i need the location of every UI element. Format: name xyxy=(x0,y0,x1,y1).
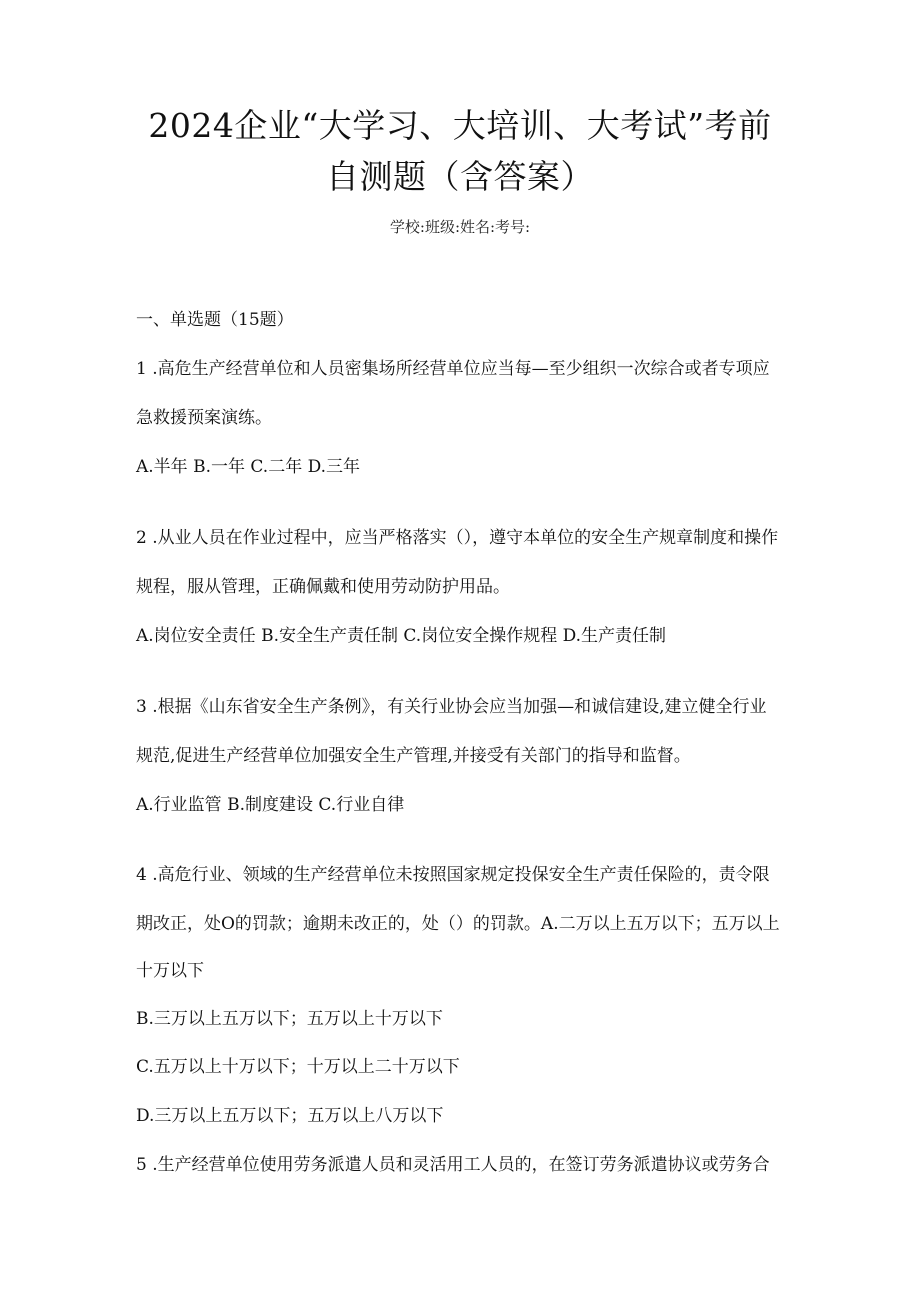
question-3-text-line-1: 3 .根据《山东省安全生产条例》，有关行业协会应当加强—和诚信建设,建立健全行业 xyxy=(136,697,767,717)
student-info-line: 学校:班级:姓名:考号: xyxy=(389,218,531,236)
question-3-options: A.行业监管 B.制度建设 C.行业自律 xyxy=(136,795,405,815)
document-title-line-1: 2024企业“大学习、大培训、大考试”考前 xyxy=(148,106,772,145)
question-4-option-c: C.五万以上十万以下；十万以上二十万以下 xyxy=(136,1057,460,1077)
document-title-line-2: 自测题（含答案） xyxy=(326,157,594,196)
question-4-text-line-2: 期改正，处O的罚款；逾期未改正的，处（）的罚款。A.二万以上五万以下；五万以上 xyxy=(136,914,780,934)
question-5-text-line-1: 5 .生产经营单位使用劳务派遣人员和灵活用工人员的，在签订劳务派遣协议或劳务合 xyxy=(136,1155,770,1175)
question-4-text-line-1: 4 .高危行业、领域的生产经营单位未按照国家规定投保安全生产责任保险的，责令限 xyxy=(136,865,770,885)
question-2-text-line-1: 2 .从业人员在作业过程中，应当严格落实（），遵守本单位的安全生产规章制度和操作 xyxy=(136,528,779,548)
question-4-text-line-3: 十万以下 xyxy=(136,961,204,981)
question-4-option-b: B.三万以上五万以下；五万以上十万以下 xyxy=(136,1009,443,1029)
section-heading: 一、单选题（15题） xyxy=(136,310,294,330)
question-3-text-line-2: 规范,促进生产经营单位加强安全生产管理,并接受有关部门的指导和监督。 xyxy=(136,746,691,766)
question-4-option-d: D.三万以上五万以下；五万以上八万以下 xyxy=(136,1106,444,1126)
question-1-text-line-2: 急救援预案演练。 xyxy=(136,408,272,428)
question-1-options: A.半年 B.一年 C.二年 D.三年 xyxy=(136,457,361,477)
question-2-options: A.岗位安全责任 B.安全生产责任制 C.岗位安全操作规程 D.生产责任制 xyxy=(136,626,667,646)
question-1-text-line-1: 1 .高危生产经营单位和人员密集场所经营单位应当每—至少组织一次综合或者专项应 xyxy=(136,359,770,379)
question-2-text-line-2: 规程，服从管理，正确佩戴和使用劳动防护用品。 xyxy=(136,577,510,597)
